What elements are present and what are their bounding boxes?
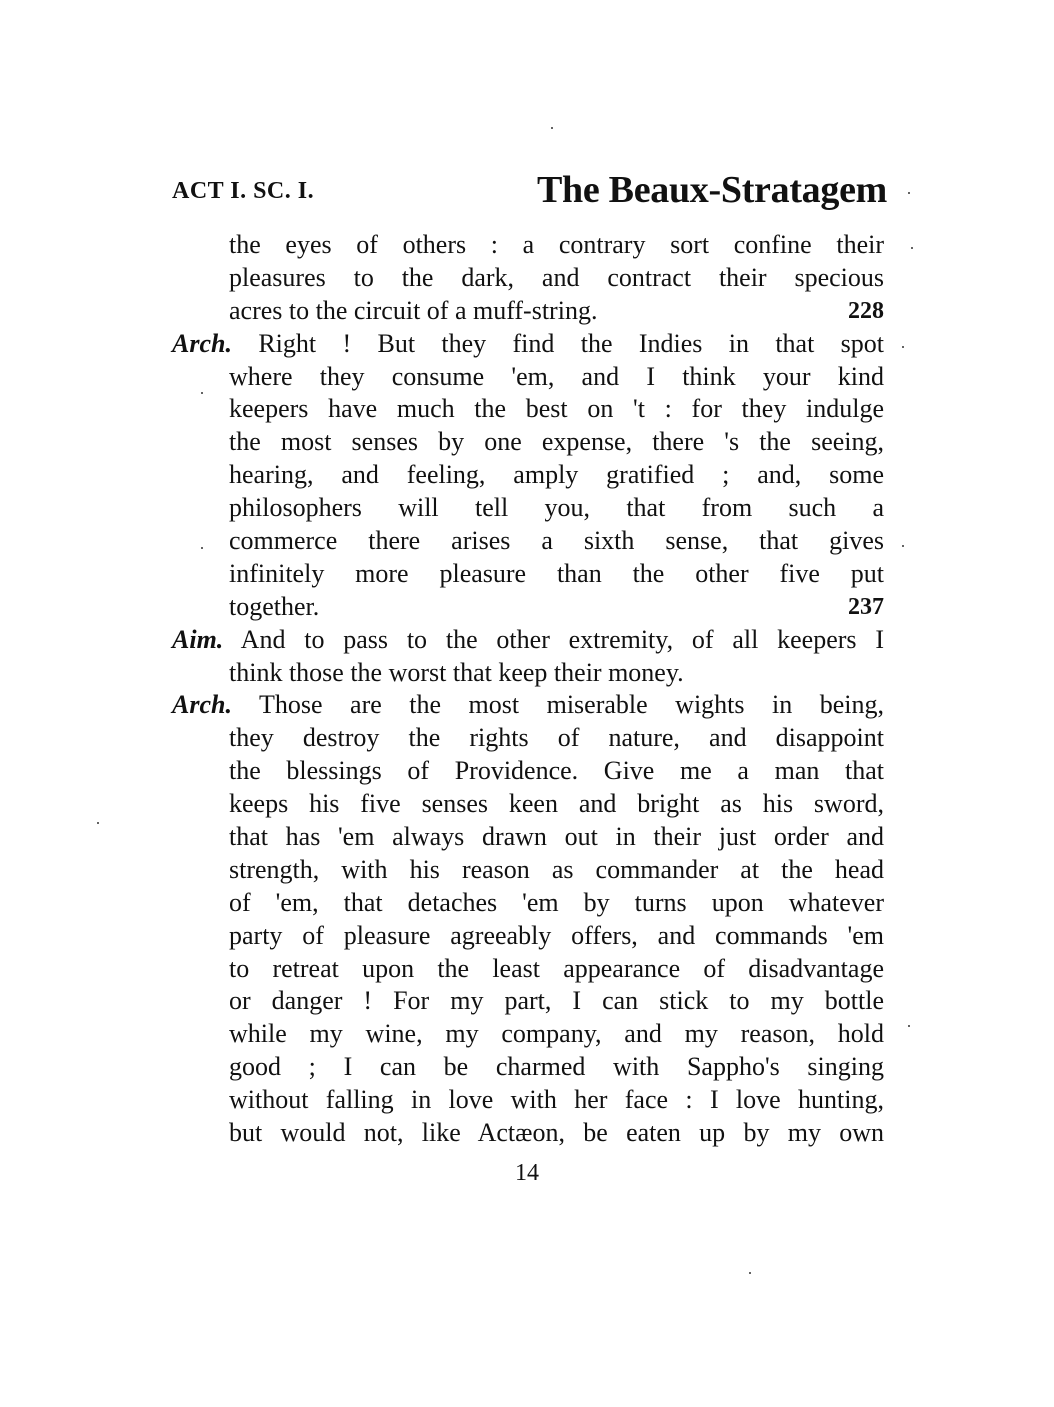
text-line bbox=[172, 1117, 884, 1150]
line-text: think those the worst that keep their money. bbox=[229, 657, 684, 687]
text-line bbox=[172, 657, 884, 690]
speech-line bbox=[172, 328, 884, 361]
line-text: And to pass to the other extremity, of all keepers I bbox=[223, 624, 884, 654]
line-text: the eyes of others : a contrary sort confine their bbox=[229, 230, 884, 259]
scan-speck bbox=[201, 547, 203, 549]
speaker-name: Aim. bbox=[172, 624, 224, 654]
line-text: where they consume 'em, and I think your kind bbox=[229, 361, 884, 391]
scan-speck bbox=[97, 822, 99, 824]
page-number: 14 bbox=[515, 1160, 539, 1186]
line-text: while my wine, my company, and my reason, hold bbox=[229, 1019, 884, 1049]
scan-speck bbox=[551, 127, 553, 129]
line-text: of 'em, that detaches 'em by turns upon whatever bbox=[229, 887, 884, 917]
speaker-name: Arch. bbox=[172, 328, 232, 358]
line-text: philosophers will tell you, that from such a bbox=[229, 493, 884, 523]
text-line bbox=[172, 1051, 884, 1084]
scan-speck bbox=[902, 346, 904, 348]
line-text: pleasures to the dark, and contract their specious bbox=[229, 262, 884, 292]
line-text: the most senses by one expense, there 's the seeing, bbox=[229, 427, 884, 457]
scan-speck bbox=[908, 192, 910, 194]
text-line bbox=[172, 525, 884, 558]
speech-line bbox=[172, 624, 884, 657]
line-text: strength, with his reason as commander at the head bbox=[229, 854, 884, 884]
text-line bbox=[172, 722, 884, 755]
line-text: Those are the most miserable wights in being, bbox=[231, 690, 884, 720]
line-text: keeps his five senses keen and bright as his sword, bbox=[229, 789, 884, 819]
scan-speck bbox=[201, 392, 203, 394]
line-text: without falling in love with her face : I love hunting, bbox=[229, 1085, 884, 1115]
line-text: they destroy the rights of nature, and disappoint bbox=[229, 723, 884, 753]
speech-line bbox=[172, 689, 884, 722]
text-line bbox=[172, 558, 884, 591]
text-line bbox=[172, 295, 884, 328]
text-line bbox=[172, 262, 884, 295]
line-text: or danger ! For my part, I can stick to my bottle bbox=[229, 986, 884, 1016]
line-text: acres to the circuit of a muff-string. bbox=[229, 295, 598, 325]
dialogue-text bbox=[172, 229, 884, 1150]
text-line bbox=[172, 361, 884, 394]
line-text: but would not, like Actæon, be eaten up by my own bbox=[229, 1118, 884, 1148]
line-text: keepers have much the best on 't : for they indulge bbox=[229, 394, 884, 424]
text-line bbox=[172, 229, 884, 262]
text-line bbox=[172, 953, 884, 986]
text-line bbox=[172, 755, 884, 788]
running-head bbox=[172, 168, 887, 216]
text-line bbox=[172, 393, 884, 426]
line-number: 228 bbox=[848, 297, 884, 324]
text-line bbox=[172, 887, 884, 920]
line-text: Right ! But they find the Indies in that spot bbox=[231, 328, 884, 358]
text-line bbox=[172, 854, 884, 887]
line-text: party of pleasure agreeably offers, and commands 'em bbox=[229, 920, 884, 950]
text-line bbox=[172, 920, 884, 953]
scan-speck bbox=[902, 545, 904, 547]
play-title: The Beaux-Stratagem bbox=[537, 169, 887, 211]
act-scene-label: ACT I. SC. I. bbox=[172, 178, 315, 204]
line-text: to retreat upon the least appearance of disadvantage bbox=[229, 953, 884, 983]
line-number: 237 bbox=[848, 593, 884, 620]
text-line bbox=[172, 985, 884, 1018]
line-text: that has 'em always drawn out in their just order and bbox=[229, 822, 884, 852]
text-line bbox=[172, 788, 884, 821]
scan-speck bbox=[911, 247, 913, 249]
speaker-name: Arch. bbox=[172, 690, 232, 720]
line-text: the blessings of Providence. Give me a man that bbox=[229, 756, 884, 786]
text-line bbox=[172, 426, 884, 459]
line-text: hearing, and feeling, amply gratified ; and, some bbox=[229, 460, 884, 490]
text-line bbox=[172, 1084, 884, 1117]
text-line bbox=[172, 591, 884, 624]
line-text: infinitely more pleasure than the other five put bbox=[229, 558, 884, 588]
text-line bbox=[172, 492, 884, 525]
scan-speck bbox=[908, 1025, 910, 1027]
line-text: good ; I can be charmed with Sappho's singing bbox=[229, 1052, 884, 1082]
text-line bbox=[172, 1018, 884, 1051]
line-text: together. bbox=[229, 591, 320, 621]
line-text: commerce there arises a sixth sense, that gives bbox=[229, 526, 884, 556]
text-line bbox=[172, 821, 884, 854]
scan-speck bbox=[749, 1272, 751, 1274]
text-line bbox=[172, 459, 884, 492]
